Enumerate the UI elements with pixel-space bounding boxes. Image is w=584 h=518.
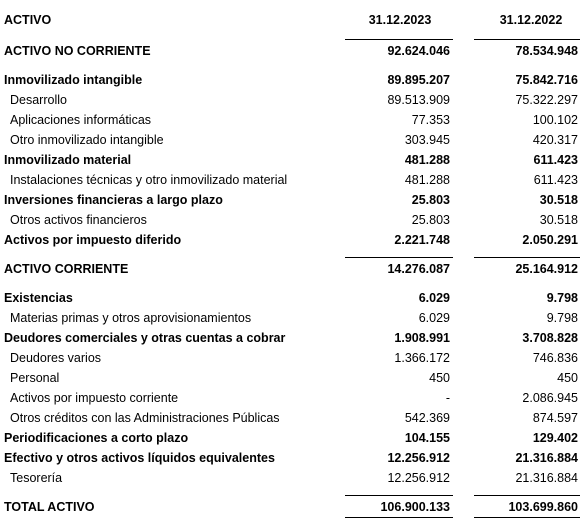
value-2023: 12.256.912 — [387, 451, 450, 465]
table-row — [0, 288, 584, 308]
table-row — [0, 348, 584, 368]
value-2022: 611.423 — [533, 153, 578, 167]
row-label: TOTAL ACTIVO — [4, 500, 95, 514]
value-2022: 9.798 — [546, 291, 578, 305]
value-2023: 12.256.912 — [387, 471, 450, 485]
value-2023: 89.513.909 — [387, 93, 450, 107]
table-row — [0, 190, 584, 210]
value-2022: 129.402 — [532, 431, 578, 445]
value-2022: 3.708.828 — [522, 331, 578, 345]
rule-line — [474, 257, 580, 258]
value-2022: 611.423 — [533, 173, 578, 187]
value-2023: 25.803 — [411, 193, 450, 207]
value-2023: 6.029 — [418, 291, 450, 305]
rule-line — [474, 495, 580, 496]
rule-line — [345, 495, 453, 496]
row-label: Aplicaciones informáticas — [10, 113, 152, 127]
row-label: Otros créditos con las Administraciones Públicas — [10, 411, 280, 425]
table-row — [0, 408, 584, 428]
row-label: Otro inmovilizado intangible — [10, 133, 164, 147]
value-2022: 103.699.860 — [508, 500, 578, 514]
value-2022: 21.316.884 — [515, 471, 578, 485]
row-label: Tesorería — [10, 471, 63, 485]
row-label: Existencias — [4, 291, 73, 305]
value-2023: 481.288 — [404, 173, 450, 187]
header-label: ACTIVO — [4, 13, 52, 27]
header-col-2022: 31.12.2022 — [499, 13, 563, 27]
row-label: Inmovilizado intangible — [4, 73, 143, 87]
value-2023: 1.908.991 — [394, 331, 450, 345]
table-row — [0, 448, 584, 468]
row-label: Deudores comerciales y otras cuentas a cobrar — [4, 331, 286, 345]
table-row — [0, 90, 584, 110]
row-label: Desarrollo — [10, 93, 67, 107]
header-row — [0, 10, 584, 30]
row-label: Materias primas y otros aprovisionamientos — [10, 311, 252, 325]
row-label: Deudores varios — [10, 351, 102, 365]
value-2022: 75.842.716 — [515, 73, 578, 87]
table-row — [0, 368, 584, 388]
value-2022: 78.534.948 — [515, 44, 578, 58]
table-row — [0, 210, 584, 230]
value-2022: 21.316.884 — [515, 451, 578, 465]
value-2022: 75.322.297 — [515, 93, 578, 107]
value-2023: 481.288 — [404, 153, 450, 167]
value-2022: 30.518 — [539, 213, 578, 227]
value-2022: 450 — [557, 371, 578, 385]
value-2023: 89.895.207 — [387, 73, 450, 87]
value-2023: 92.624.046 — [387, 44, 450, 58]
header-col-2023: 31.12.2023 — [368, 13, 432, 27]
value-2023: 77.353 — [411, 113, 450, 127]
table-row — [0, 328, 584, 348]
row-label: ACTIVO NO CORRIENTE — [4, 44, 151, 58]
value-2023: 25.803 — [411, 213, 450, 227]
table-row — [0, 170, 584, 190]
row-label: Efectivo y otros activos líquidos equivalentes — [4, 451, 275, 465]
rule-line — [345, 39, 453, 40]
row-label: Instalaciones técnicas y otro inmovilizado material — [10, 173, 288, 187]
table-row — [0, 428, 584, 448]
value-2023: 14.276.087 — [387, 262, 450, 276]
table-row — [0, 150, 584, 170]
value-2023: 106.900.133 — [380, 500, 450, 514]
value-2022: 874.597 — [532, 411, 578, 425]
table-row — [0, 130, 584, 150]
table-row — [0, 308, 584, 328]
value-2022: 2.050.291 — [522, 233, 578, 247]
row-label: Inmovilizado material — [4, 153, 132, 167]
value-2023: 542.369 — [404, 411, 450, 425]
table-row — [0, 41, 584, 61]
value-2022: 2.086.945 — [522, 391, 578, 405]
table-row — [0, 110, 584, 130]
table-row — [0, 230, 584, 250]
table-row — [0, 259, 584, 279]
value-2023: 2.221.748 — [394, 233, 450, 247]
value-2023: 6.029 — [418, 311, 450, 325]
row-label: Personal — [10, 371, 60, 385]
value-2023: 303.945 — [404, 133, 450, 147]
row-label: ACTIVO CORRIENTE — [4, 262, 129, 276]
value-2023: - — [445, 391, 450, 405]
table-row — [0, 497, 584, 517]
row-label: Activos por impuesto diferido — [4, 233, 182, 247]
table-row — [0, 468, 584, 488]
row-label: Inversiones financieras a largo plazo — [4, 193, 223, 207]
value-2022: 30.518 — [539, 193, 578, 207]
value-2023: 450 — [429, 371, 450, 385]
table-row — [0, 388, 584, 408]
value-2022: 9.798 — [546, 311, 578, 325]
value-2023: 1.366.172 — [394, 351, 450, 365]
row-label: Activos por impuesto corriente — [10, 391, 179, 405]
rule-line — [474, 39, 580, 40]
value-2023: 104.155 — [404, 431, 450, 445]
rule-line — [345, 257, 453, 258]
value-2022: 746.836 — [532, 351, 578, 365]
table-row — [0, 70, 584, 90]
value-2022: 100.102 — [532, 113, 578, 127]
value-2022: 25.164.912 — [515, 262, 578, 276]
row-label: Otros activos financieros — [10, 213, 147, 227]
value-2022: 420.317 — [532, 133, 578, 147]
row-label: Periodificaciones a corto plazo — [4, 431, 189, 445]
